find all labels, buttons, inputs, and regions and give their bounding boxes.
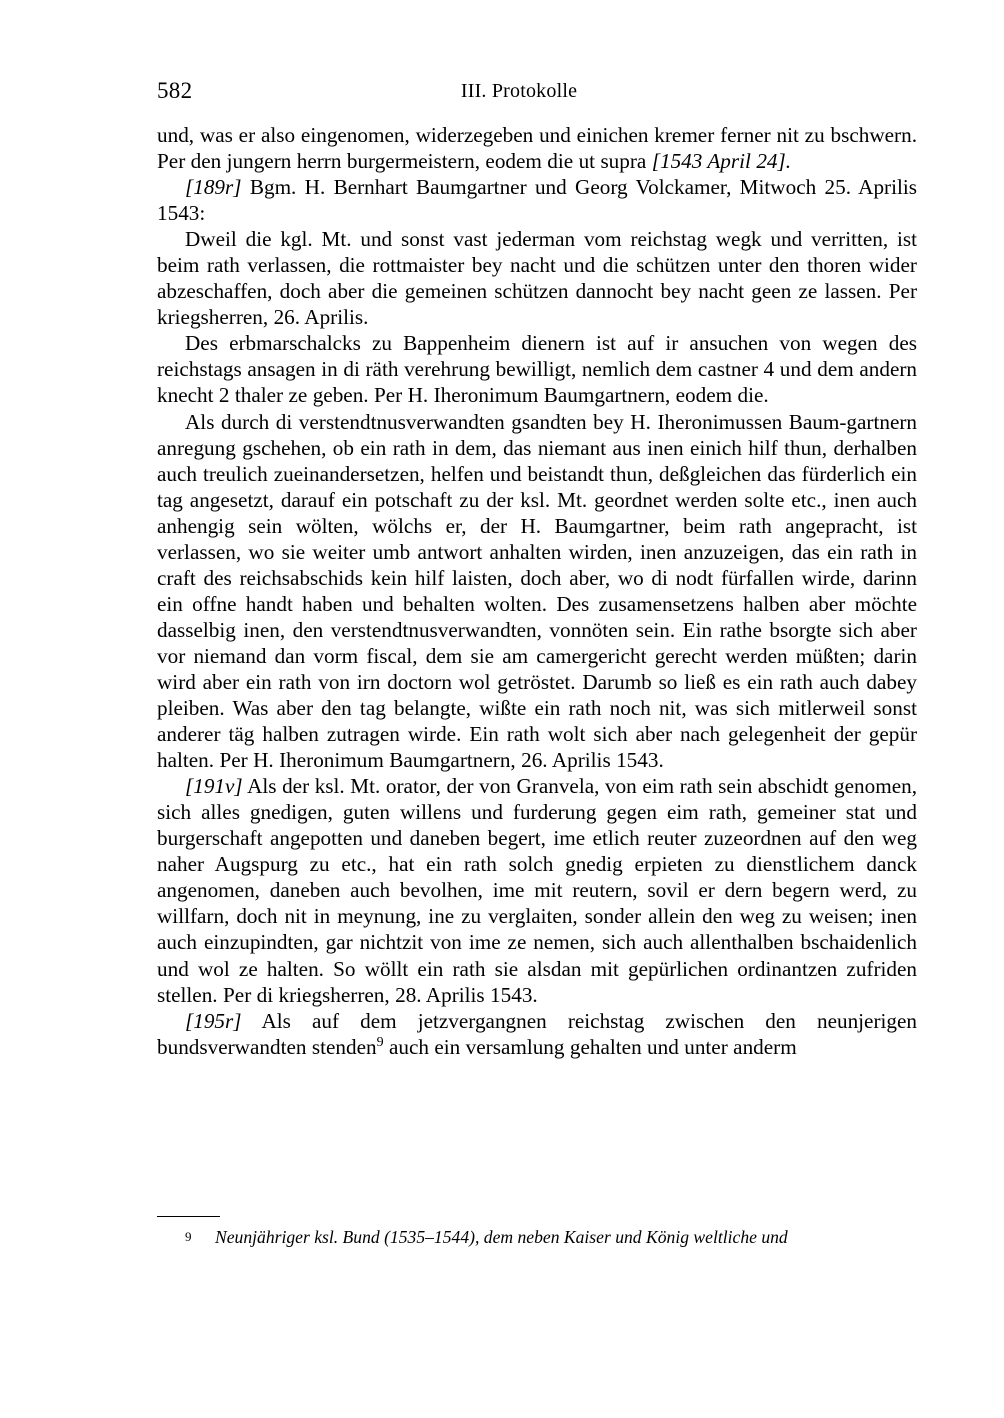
folio-marker: [189r] [185,175,242,200]
text-run: Als durch di verstendtnusverwandten gsandten bey H. Iheronimussen Baum-gartnern anregung gschehen, ob ein rath in dem, das niemant aus inen einich hilf thun, derhalben auch treulich zueinandersetzen, helfen und beistandt thun, deßgleichen das fürderlich ein tag angesetzt, darauf ein potschaft zu der ksl. Mt. geordnet werden solte etc., inen auch anhengig sein wölten, wölchs er, der H. Baumgartner, beim rath angepracht, ist verlassen, wo sie weiter umb antwort anhalten wirden, inen anzuzeigen, das ein rath in craft des reichsabschids kein hilf laisten, doch aber, wo di nodt fürfallen wirde, darinn ein offne handt haben und behalten wolten. Des zusamensetzens halben aber möchte dasselbig inen, den verstendtnusverwandten, vonnöten sein. Ein rathe bsorgte sich aber vor niemand dan vorm fiscal, dem sie am camergericht gerecht werden müßten; darin wird aber ein rath von irn doctorn wol getröstet. Darumb so ließ es ein rath auch dabey pleiben. Was aber den tag belangte, wißte ein rath noch nit, was sich mitlerweil sonst anderer täg halben zutragen wirde. Ein rath wolt sich aber nach gelegenheit der gepür halten. Per H. Iheronimum Baumgartnern, 26. Aprilis 1543. [157,409,917,773]
footnote-text: Neunjähriger ksl. Bund (1535–1544), dem neben Kaiser und König weltliche und [215,1227,788,1247]
paragraph [157,409,917,774]
text-run: auch ein versamlung gehalten und unter anderm [383,1034,797,1059]
footnote-area [157,1216,917,1249]
text-run: Als auf dem jetzvergangnen reichstag zwischen den neunjerigen bundsverwandten stenden [157,1008,917,1059]
page-number: 582 [157,78,193,103]
footnote [157,1226,917,1249]
folio-marker: [195r] [185,1008,242,1033]
paragraph [157,226,917,330]
footnote-reference[interactable]: 9 [376,1034,384,1050]
footnote-number: 9 [185,1229,192,1244]
folio-marker: [191v] [185,774,243,799]
text-run: und, was er also eingenomen, widerzegeben und einichen kremer ferner nit zu bschwern. Per den jungern herrn burgermeistern, eodem die ut supra [157,123,917,174]
paragraph [157,330,917,408]
paragraph [157,1008,917,1060]
body-text-block [157,122,917,1060]
paragraph [157,773,917,1007]
folio-marker: [1543 April 24]. [651,149,792,174]
text-run: Bgm. H. Bernhart Baumgartner und Georg Volckamer, Mitwoch 25. Aprilis 1543: [157,175,917,226]
text-run: Als der ksl. Mt. orator, der von Granvela, von eim rath sein abschidt genomen, sich alles gnedigen, guten willens und furderung gegen eim rath, gemeiner stat und burgerschaft angepotten und daneben begert, ime etlich reuter zuzeordnen auf den weg naher Augspurg zu etc., hat ein rath solch gnedig erpieten zu dienstlichem danck angenomen, daneben auch bevolhen, ime mit reutern, sovil er dern begern werd, zu willfarn, doch nit in meynung, ine zu verglaiten, sonder allein den weg zu weisen; inen auch einzupindten, gar nichtzit von ime ze nemen, sich auch allenthalben bschaidenlich und wol ze halten. So wöllt ein rath sie alsdan mit gepürlichen ordinantzen zufriden stellen. Per di kriegsherren, 28. Aprilis 1543. [157,774,917,1007]
running-head-title: III. Protokolle [460,80,578,102]
text-run: Dweil die kgl. Mt. und sonst vast jederman vom reichstag wegk und verritten, ist beim rath verlassen, die rottmaister bey nacht und die schützen unter den thoren wider abzeschaffen, doch aber die gemeinen schützen dannocht bey nacht geen ze lassen. Per kriegsherren, 26. Aprilis. [157,227,917,330]
footnote-separator-rule [157,1216,220,1217]
running-head [157,76,917,106]
text-run: Des erbmarschalcks zu Bappenheim dienern ist auf ir ansuchen von wegen des reichstags ansagen in di räth verehrung bewilligt, nemlich dem castner 4 und dem andern knecht 2 thaler ze geben. Per H. Iheronimum Baumgartnern, eodem die. [157,331,917,408]
paragraph [157,174,917,226]
paragraph [157,122,917,174]
